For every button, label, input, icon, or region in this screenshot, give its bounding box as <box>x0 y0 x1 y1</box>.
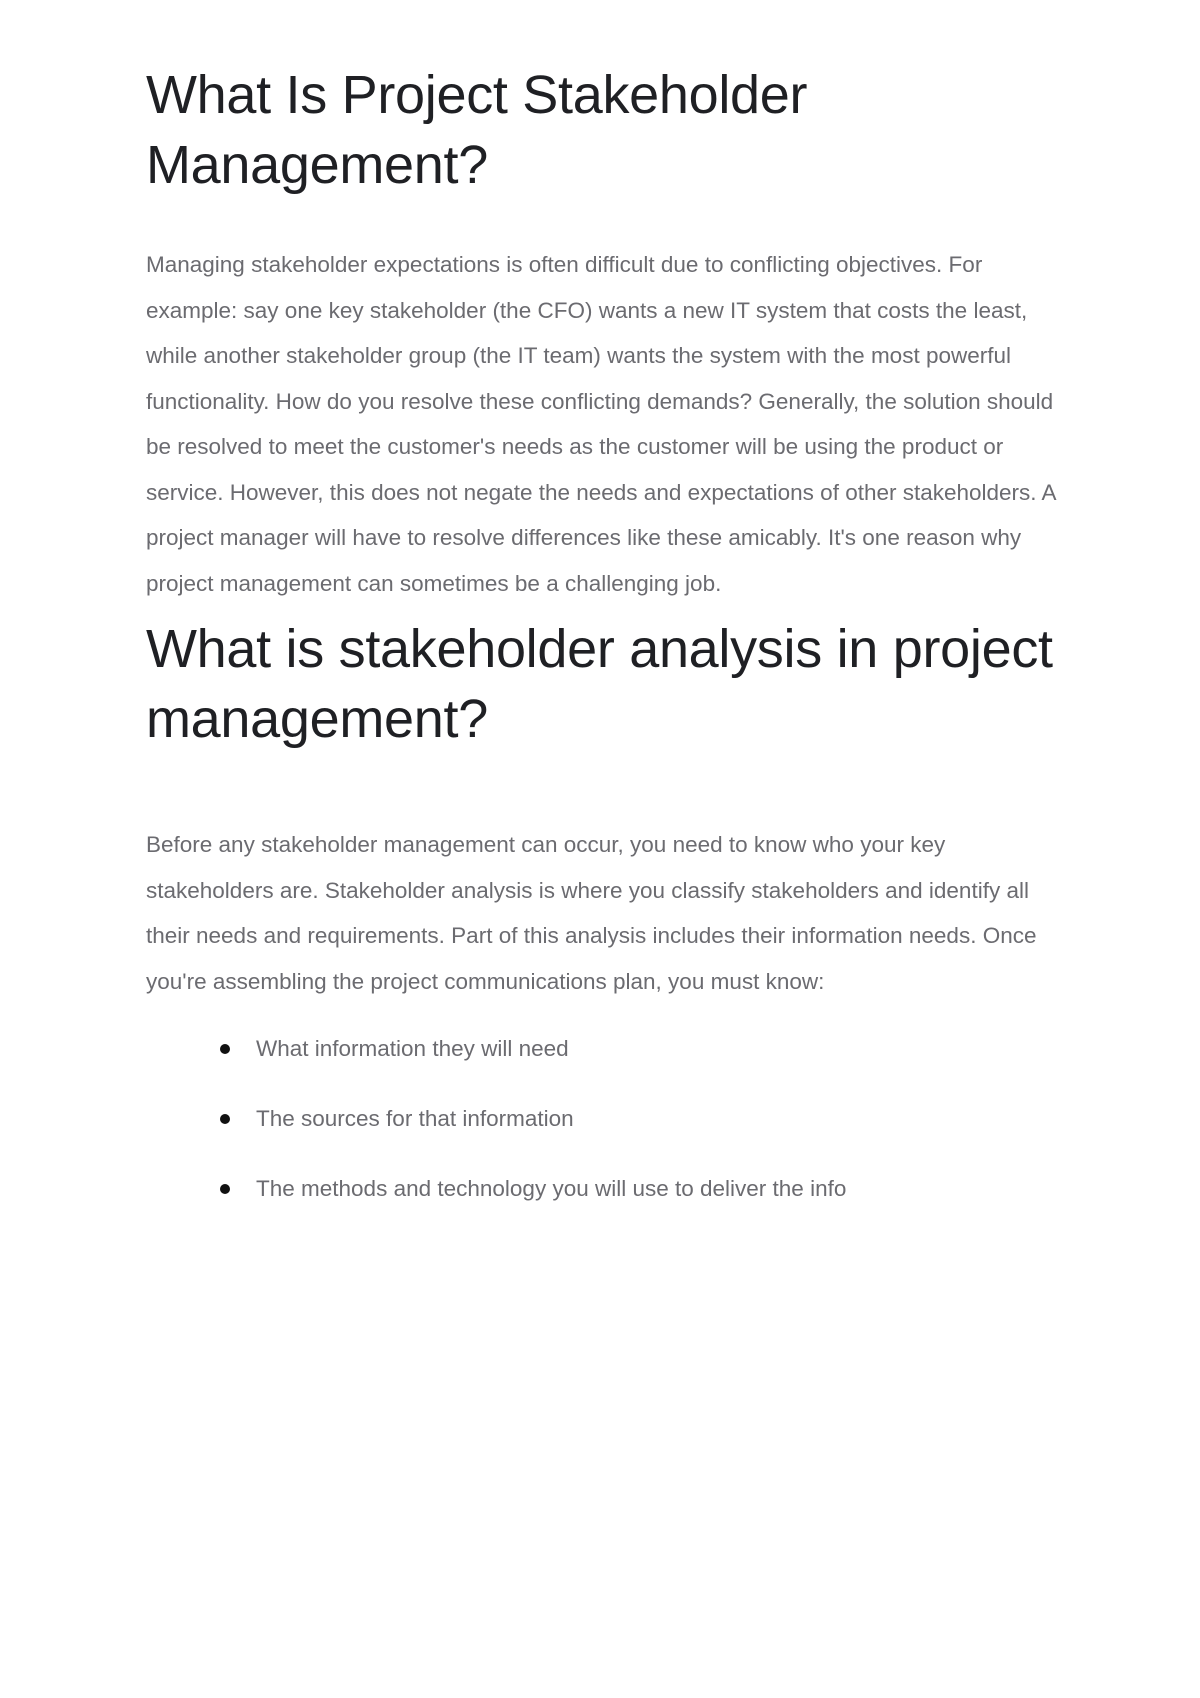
list-item <box>146 1104 1066 1134</box>
list-item <box>146 1174 1066 1204</box>
section-heading-stakeholder-analysis: What is stakeholder analysis in project management? <box>146 619 1053 749</box>
bullet-icon <box>220 1114 230 1124</box>
bullet-icon <box>220 1184 230 1194</box>
list-item-text: The sources for that information <box>256 1106 574 1131</box>
section-heading-stakeholder-management: What Is Project Stakeholder Management? <box>146 65 808 195</box>
bullet-list <box>146 1034 1066 1204</box>
section-paragraph-stakeholder-analysis: Before any stakeholder management can occur, you need to know who your key stakeholders are. Stakeholder analysis is where you classify stakeholders and identify all their needs and requirements. Part of this analysis includes their information needs. Once you're assembling the project communications plan, you must know: <box>146 832 1037 994</box>
document-page <box>146 60 1066 1244</box>
list-item-text: What information they will need <box>256 1036 569 1061</box>
bullet-icon <box>220 1044 230 1054</box>
list-item <box>146 1034 1066 1064</box>
section-paragraph-stakeholder-management: Managing stakeholder expectations is often difficult due to conflicting objectives. For example: say one key stakeholder (the CFO) wants a new IT system that costs the least, while another stakeholder group (the IT team) wants the system with the most powerful functionality. How do you resolve these conflicting demands? Generally, the solution should be resolved to meet the customer's needs as the customer will be using the product or service. However, this does not negate the needs and expectations of other stakeholders. A project manager will have to resolve differences like these amicably. It's one reason why project management can sometimes be a challenging job. <box>146 252 1056 596</box>
list-item-text: The methods and technology you will use to deliver the info <box>256 1176 847 1201</box>
